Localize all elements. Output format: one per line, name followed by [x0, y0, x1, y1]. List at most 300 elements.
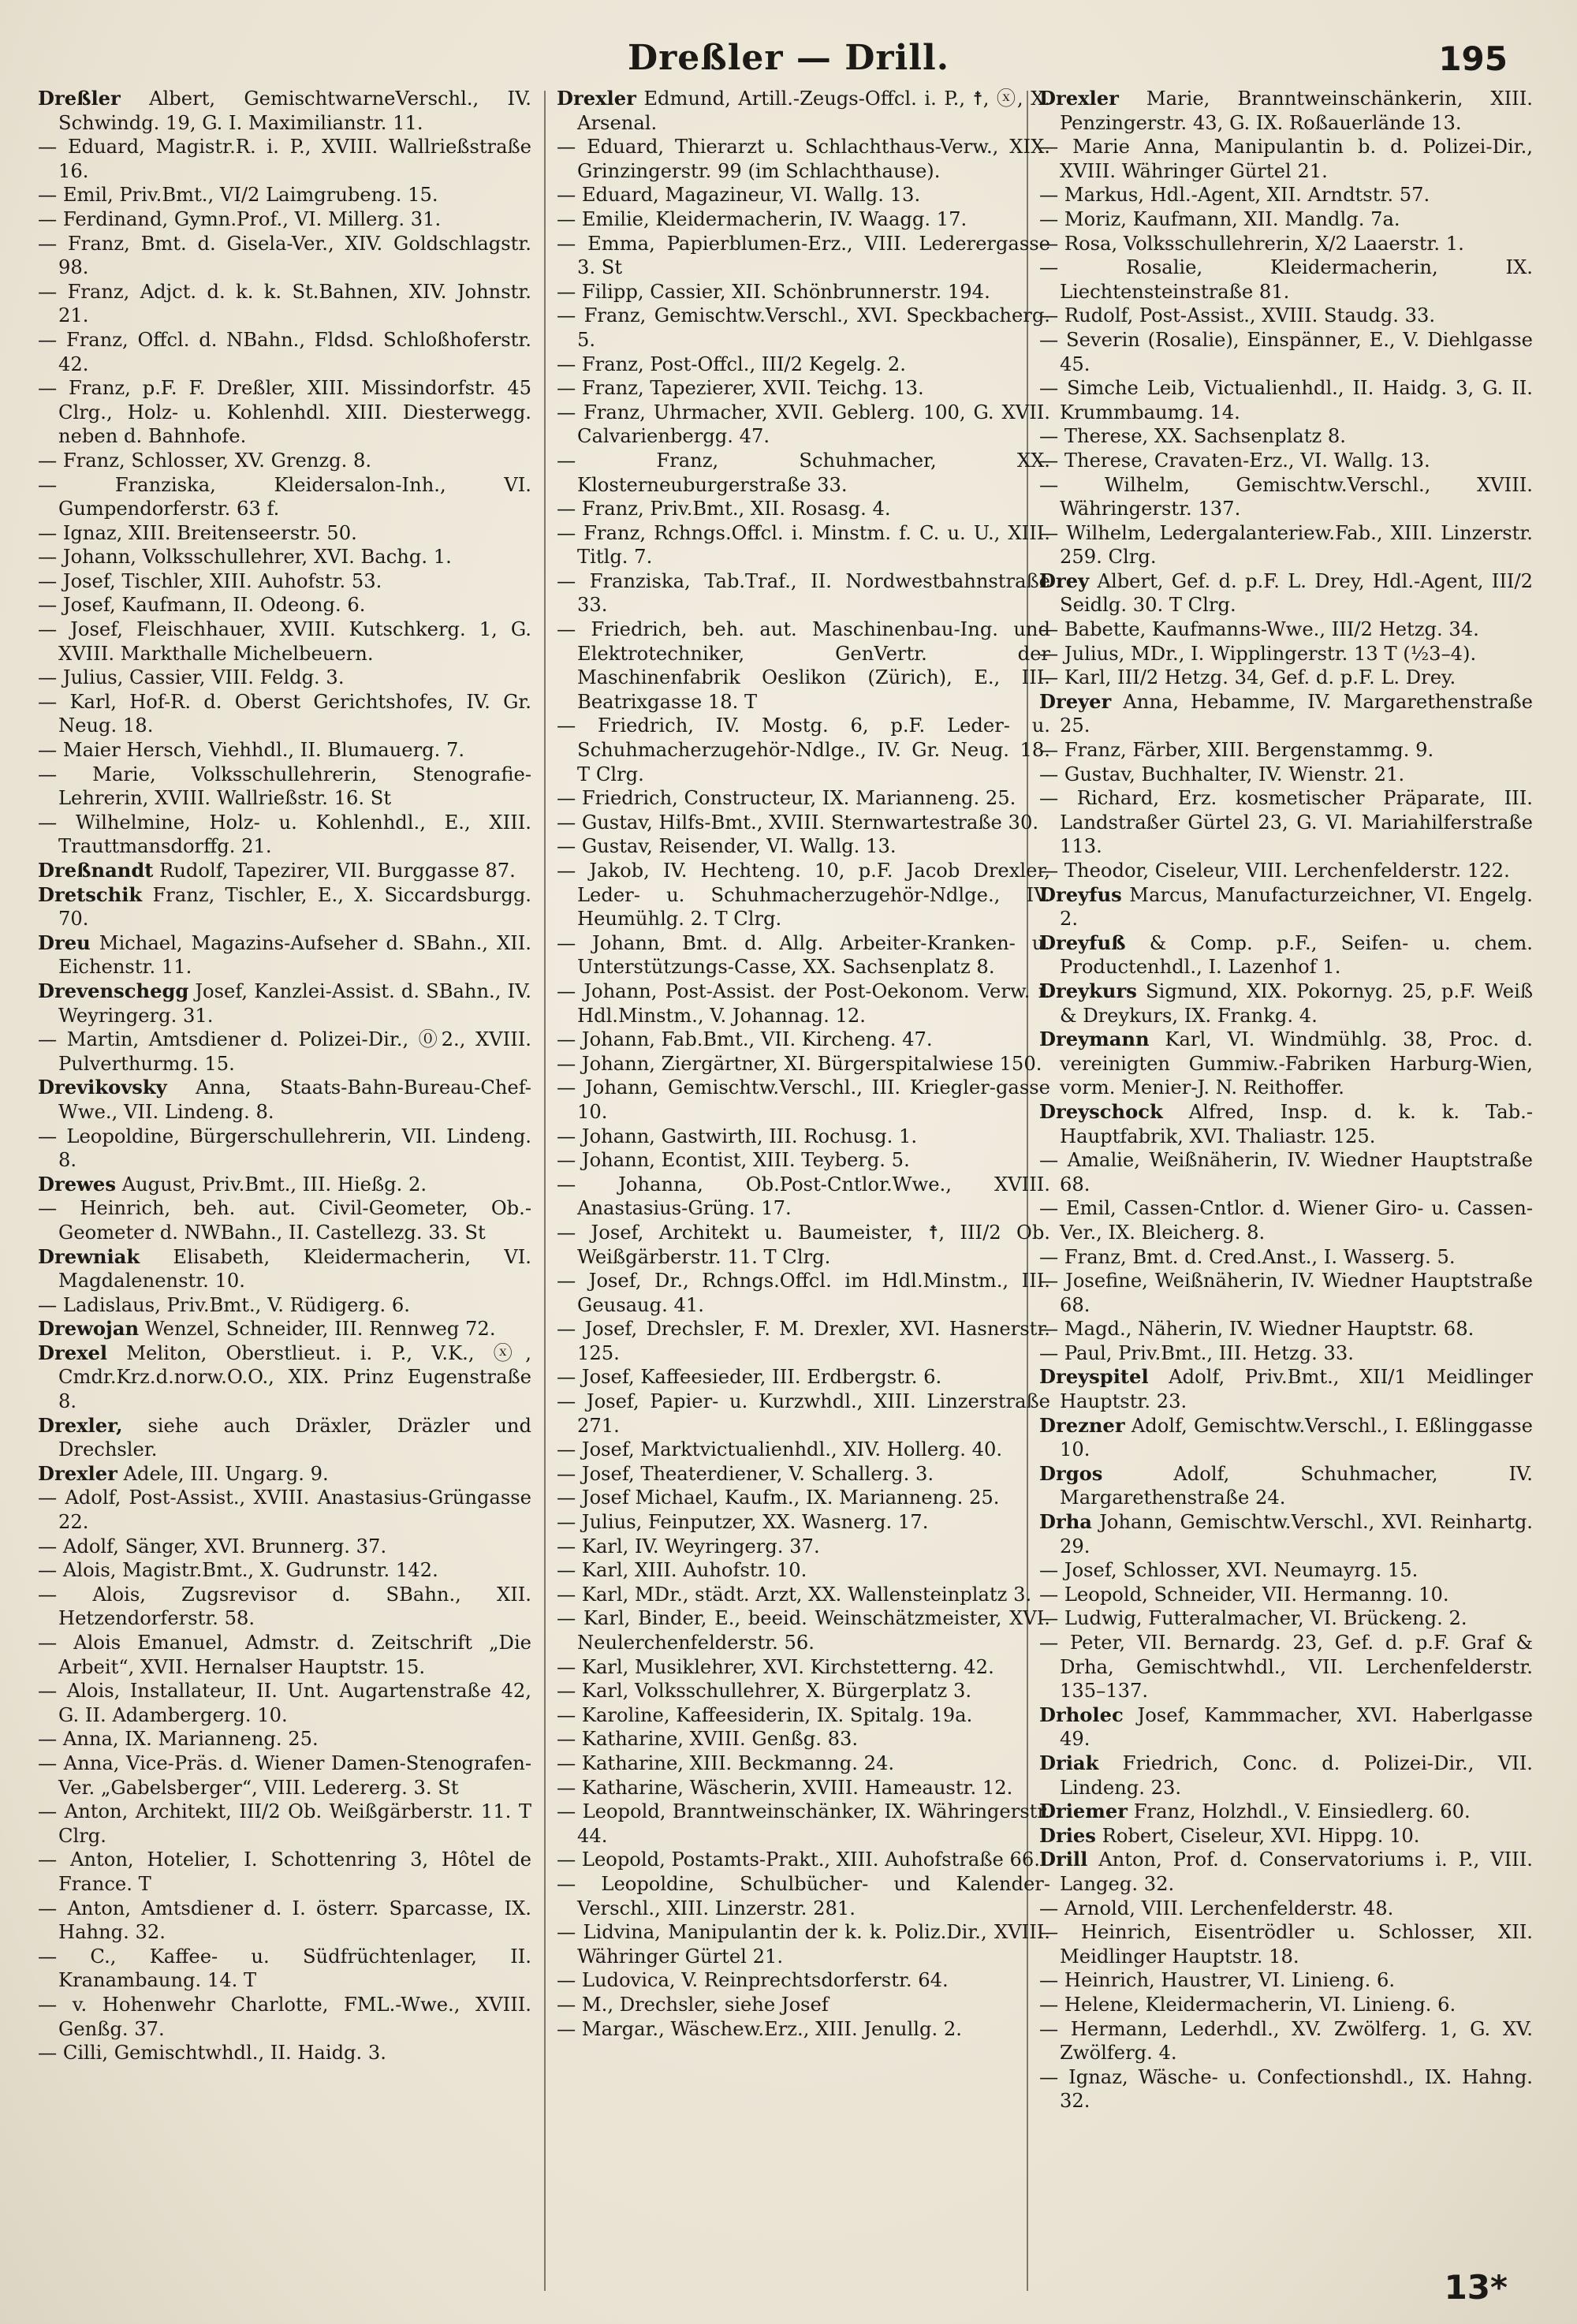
directory-entry: [1039, 1558, 1533, 1583]
directory-entry: [38, 811, 531, 859]
directory-entry: [557, 1317, 1050, 1365]
entry-text: — Karl, IV. Weyringerg. 37.: [557, 1535, 820, 1557]
entry-text: — Margar., Wäschew.Erz., XIII. Jenullg. 2.: [557, 2017, 962, 2040]
entry-text: — Josef, Dr., Rchngs.Offcl. im Hdl.Minstm., III. Geusaug. 41.: [557, 1270, 1050, 1316]
directory-entry: [557, 1438, 1050, 1462]
entry-headword: Dreyschock: [1039, 1099, 1163, 1123]
entry-text: — Ignaz, XIII. Breitenseerstr. 50.: [38, 521, 357, 544]
entry-text: — Martin, Amtsdiener d. Polizei-Dir., ⓪2., XVIII. Pulverthurmg. 15.: [38, 1028, 531, 1075]
directory-entry: [557, 1703, 1050, 1728]
directory-entry: [1039, 1365, 1533, 1413]
entry-text: Anton, Prof. d. Conservatoriums i. P., VIII. Langeg. 32.: [1060, 1848, 1533, 1895]
entry-text: — Marie Anna, Manipulantin b. d. Polizei-Dir., XVIII. Währinger Gürtel 21.: [1039, 136, 1533, 182]
directory-entry: [1039, 1703, 1533, 1751]
entry-text: — Karl, MDr., städt. Arzt, XX. Wallensteinplatz 3.: [557, 1583, 1032, 1606]
entry-text: — Cilli, Gemischtwhdl., II. Haidg. 3.: [38, 2042, 386, 2065]
directory-entry: [557, 714, 1050, 786]
entry-text: — Alois Emanuel, Admstr. d. Zeitschrift „Die Arbeit“, XVII. Hernalser Hauptstr. 15.: [38, 1632, 531, 1678]
entry-text: — Josef, Fleischhauer, XVIII. Kutschkerg. 1, G. XVIII. Markthalle Michelbeuern.: [38, 618, 531, 665]
directory-entry: [557, 207, 1050, 232]
directory-entry: [38, 545, 531, 569]
entry-text: Adolf, Schuhmacher, IV. Margarethenstraße 24.: [1060, 1462, 1533, 1509]
entry-headword: Drewojan: [38, 1317, 140, 1341]
entry-text: — Karl, Volksschullehrer, X. Bürgerplatz 3.: [557, 1680, 972, 1703]
entry-text: — Eduard, Magazineur, VI. Wallg. 13.: [557, 184, 921, 207]
entry-headword: Drevenschegg: [38, 979, 189, 1002]
entry-text: Marcus, Manufacturzeichner, VI. Engelg. 2.: [1060, 883, 1533, 931]
directory-entry: [1039, 473, 1533, 521]
entry-text: — Josef, Theaterdiener, V. Schallerg. 3.: [557, 1462, 934, 1485]
entry-headword: Dreymann: [1039, 1028, 1150, 1051]
entry-text: — Katharine, Wäscherin, XVIII. Hameaustr. 12.: [557, 1776, 1013, 1799]
entry-text: — Josef, Papier- u. Kurzwhdl., XIII. Linzerstraße 271.: [557, 1390, 1050, 1437]
directory-entry: [1039, 1824, 1533, 1848]
directory-entry: [557, 521, 1050, 569]
entry-text: — Karl, Musiklehrer, XVI. Kirchstetterng. 42.: [557, 1655, 994, 1678]
directory-entry: [557, 1727, 1050, 1751]
entry-text: Marie, Branntweinschänkerin, XIII. Penzingerstr. 43, G. IX. Roßauerlände 13.: [1060, 88, 1533, 134]
entry-headword: Drha: [1039, 1510, 1092, 1534]
entry-text: Alfred, Insp. d. k. k. Tab.-Hauptfabrik, XVI. Thaliastr. 125.: [1060, 1100, 1533, 1147]
directory-entry: [38, 1800, 531, 1848]
entry-text: — Franz, Färber, XIII. Bergenstammg. 9.: [1039, 739, 1434, 762]
entry-text: — Adolf, Post-Assist., XVIII. Anastasius-Grüngasse 22.: [38, 1487, 531, 1534]
directory-entry: [38, 738, 531, 763]
directory-entry: [1039, 1245, 1533, 1270]
entry-text: Josef, Kammmacher, XVI. Haberlgasse 49.: [1060, 1703, 1533, 1751]
directory-entry: [557, 1390, 1050, 1438]
entry-headword: Drexel: [38, 1341, 108, 1364]
directory-entry: [557, 1221, 1050, 1269]
directory-entry: [38, 1245, 531, 1293]
directory-entry: [38, 1727, 531, 1751]
entry-text: — Wilhelmine, Holz- u. Kohlenhdl., E., XIII. Trauttmansdorffg. 21.: [38, 811, 531, 858]
directory-entry: [557, 1800, 1050, 1848]
directory-entry: [1039, 1583, 1533, 1607]
entry-text: — Wilhelm, Gemischtw.Verschl., XVIII. Währingerstr. 137.: [1039, 473, 1533, 520]
directory-entry: [38, 1125, 531, 1173]
directory-entry: [557, 1848, 1050, 1872]
entry-headword: Dreyspitel: [1039, 1365, 1149, 1389]
entry-text: — Franz, Offcl. d. NBahn., Fldsd. Schloßhoferstr. 42.: [38, 328, 531, 375]
entry-text: — Katharine, XVIII. Genßg. 83.: [557, 1728, 859, 1751]
entry-text: — Anton, Amtsdiener d. I. österr. Sparcasse, IX. Hahng. 32.: [38, 1897, 531, 1944]
directory-entry: [38, 280, 531, 328]
entry-text: — Josefine, Weißnäherin, IV. Wiedner Hauptstraße 68.: [1039, 1270, 1533, 1316]
entry-text: Wenzel, Schneider, III. Rennweg 72.: [144, 1318, 496, 1341]
directory-entry: [557, 1776, 1050, 1800]
directory-entry: [557, 1052, 1050, 1076]
entry-text: — Rosalie, Kleidermacherin, IX. Liechtensteinstraße 81.: [1039, 256, 1533, 303]
entry-text: — Franz, Uhrmacher, XVII. Geblerg. 100, G. XVII. Calvarienbergg. 47.: [557, 401, 1050, 448]
entry-text: Josef, Kanzlei-Assist. d. SBahn., IV. Weyringerg. 31.: [58, 979, 531, 1027]
directory-entry: [557, 1558, 1050, 1583]
entry-headword: Drexler: [38, 1461, 117, 1485]
directory-entry: [1039, 449, 1533, 473]
directory-entry: [1039, 859, 1533, 883]
entry-text: — Eduard, Magistr.R. i. P., XVIII. Wallrießstraße 16.: [38, 136, 531, 182]
entry-text: — Josef Michael, Kaufm., IX. Marianneng. 25.: [557, 1487, 1000, 1509]
entry-text: — v. Hohenwehr Charlotte, FML.-Wwe., XVIII. Genßg. 37.: [38, 1993, 531, 2040]
directory-entry: [38, 376, 531, 449]
directory-entry: [1039, 1897, 1533, 1921]
directory-entry: [557, 87, 1050, 135]
column-divider: [544, 91, 546, 2291]
entry-text: Friedrich, Conc. d. Polizei-Dir., VII. Lindeng. 23.: [1060, 1751, 1533, 1799]
entry-text: — Ladislaus, Priv.Bmt., V. Rüdigerg. 6.: [38, 1293, 410, 1316]
entry-text: — Johann, Gemischtw.Verschl., III. Kriegler-gasse 10.: [557, 1076, 1050, 1123]
directory-entry: [557, 1269, 1050, 1317]
running-head: [0, 32, 1577, 87]
directory-entry: [557, 280, 1050, 304]
directory-entry: [38, 593, 531, 617]
entry-text: — Amalie, Weißnäherin, IV. Wiedner Hauptstraße 68.: [1039, 1149, 1533, 1196]
directory-entry: [38, 859, 531, 883]
entry-text: — Gustav, Hilfs-Bmt., XVIII. Sternwartestraße 30.: [557, 811, 1039, 834]
directory-entry: [1039, 1341, 1533, 1366]
entry-text: — Julius, Cassier, VIII. Feldg. 3.: [38, 666, 345, 689]
directory-entry: [557, 1462, 1050, 1487]
entry-text: — Hermann, Lederhdl., XV. Zwölferg. 1, G. XV. Zwölferg. 4.: [1039, 2017, 1533, 2065]
directory-entry: [38, 232, 531, 280]
directory-entry: [557, 1606, 1050, 1654]
directory-entry: [1039, 666, 1533, 690]
directory-entry: [1039, 1028, 1533, 1100]
directory-entry: [1039, 1196, 1533, 1244]
entry-text: — Leopold, Postamts-Prakt., XIII. Auhofstraße 66.: [557, 1848, 1040, 1871]
entry-headword: Driak: [1039, 1751, 1099, 1774]
entry-headword: Drey: [1039, 569, 1090, 592]
directory-entry: [1039, 256, 1533, 304]
directory-entry: [557, 1920, 1050, 1968]
entry-text: Edmund, Artill.-Zeugs-Offcl. i. P., ☨, ⓧ, X. Arsenal.: [577, 88, 1050, 134]
directory-entry: [38, 1028, 531, 1076]
entry-text: — Johanna, Ob.Post-Cntlor.Wwe., XVIII. Anastasius-Grüng. 17.: [557, 1173, 1050, 1220]
entry-text: — Paul, Priv.Bmt., III. Hetzg. 33.: [1039, 1341, 1354, 1364]
entry-text: — Ludovica, V. Reinprechtsdorferstr. 64.: [557, 1969, 949, 1992]
directory-entry: [38, 1897, 531, 1945]
entry-text: — Rosa, Volksschullehrerin, X/2 Laaerstr. 1.: [1039, 232, 1464, 255]
directory-entry: [1039, 87, 1533, 135]
entry-text: — Julius, MDr., I. Wipplingerstr. 13 T (½3–4).: [1039, 642, 1477, 665]
entry-headword: Dretschik: [38, 882, 143, 906]
entry-text: — Josef, Kaffeesieder, III. Erdbergstr. 6.: [557, 1366, 942, 1389]
entry-text: — Babette, Kaufmanns-Wwe., III/2 Hetzg. 34.: [1039, 618, 1479, 641]
entry-text: Johann, Gemischtw.Verschl., XVI. Reinhartg. 29.: [1060, 1511, 1533, 1557]
directory-entry: [38, 1583, 531, 1631]
entry-text: — Leopoldine, Bürgerschullehrerin, VII. Lindeng. 8.: [38, 1125, 531, 1172]
entry-headword: Drexler,: [38, 1413, 123, 1437]
directory-entry: [38, 1993, 531, 2041]
directory-entry: [1039, 763, 1533, 787]
directory-entry: [1039, 979, 1533, 1028]
entry-text: — Karl, Binder, E., beeid. Weinschätzmeister, XVI. Neulerchenfelderstr. 56.: [557, 1607, 1050, 1654]
directory-entry: [1039, 183, 1533, 207]
entry-headword: Drgos: [1039, 1461, 1103, 1485]
entry-headword: Drewniak: [38, 1244, 140, 1268]
directory-entry: [38, 1535, 531, 1559]
directory-entry: [1039, 1968, 1533, 1993]
page-title: Dreßler — Drill.: [627, 38, 950, 78]
directory-entry: [1039, 207, 1533, 232]
directory-entry: [38, 666, 531, 690]
entry-headword: Dreyer: [1039, 689, 1112, 713]
directory-column-right: [1039, 87, 1533, 2271]
directory-entry: [38, 1341, 531, 1414]
entry-text: — Adolf, Sänger, XVI. Brunnerg. 37.: [38, 1535, 387, 1557]
directory-entry: [557, 931, 1050, 979]
entry-text: Albert, Gef. d. p.F. L. Drey, Hdl.-Agent, III/2 Seidlg. 30. T Clrg.: [1060, 569, 1533, 617]
entry-text: Rudolf, Tapezirer, VII. Burggasse 87.: [159, 860, 516, 882]
entry-text: — Leopold, Branntweinschänker, IX. Währingerstr. 44.: [557, 1800, 1050, 1847]
entry-text: — Anton, Hotelier, I. Schottenring 3, Hôtel de France. T: [38, 1848, 531, 1895]
directory-entry: [38, 1076, 531, 1124]
directory-entry: [38, 617, 531, 666]
directory-entry: [557, 834, 1050, 859]
entry-headword: Dreßler: [38, 87, 121, 110]
entry-headword: Dreßnandt: [38, 859, 154, 882]
directory-entry: [1039, 521, 1533, 569]
entry-text: Robert, Ciseleur, XVI. Hippg. 10.: [1102, 1824, 1420, 1847]
entry-text: — Markus, Hdl.-Agent, XII. Arndtstr. 57.: [1039, 184, 1430, 207]
directory-entry: [1039, 1606, 1533, 1631]
entry-text: — Johann, Post-Assist. der Post-Oekonom. Verw. i. Hdl.Minstm., V. Johannag. 12.: [557, 979, 1050, 1027]
directory-entry: [38, 449, 531, 473]
entry-text: — Karl, III/2 Hetzg. 34, Gef. d. p.F. L. Drey.: [1039, 666, 1456, 689]
entry-headword: Dreyfus: [1039, 882, 1122, 906]
entry-text: — Emil, Cassen-Cntlor. d. Wiener Giro- u. Cassen-Ver., IX. Bleicherg. 8.: [1039, 1197, 1533, 1244]
entry-text: Sigmund, XIX. Pokornyg. 25, p.F. Weiß & Dreykurs, IX. Frankg. 4.: [1060, 979, 1533, 1027]
directory-entry: [38, 135, 531, 183]
entry-text: — Filipp, Cassier, XII. Schönbrunnerstr. 194.: [557, 280, 990, 303]
entry-text: Anna, Staats-Bahn-Bureau-Chef-Wwe., VII. Lindeng. 8.: [58, 1076, 531, 1123]
entry-text: siehe auch Dräxler, Dräzler und Drechsler.: [58, 1414, 531, 1461]
directory-entry: [557, 376, 1050, 401]
entry-text: Michael, Magazins-Aufseher d. SBahn., XII. Eichenstr. 11.: [58, 931, 531, 979]
entry-text: — Franz, p.F. F. Dreßler, XIII. Missindorfstr. 45 Clrg., Holz- u. Kohlenhdl. XIII. Diesterwegg. neben d. Bahnhofe.: [38, 377, 531, 448]
directory-entry: [557, 497, 1050, 521]
directory-entry: [38, 1293, 531, 1318]
entry-text: — Gustav, Reisender, VI. Wallg. 13.: [557, 835, 897, 858]
directory-entry: [1039, 1993, 1533, 2017]
entry-headword: Drill: [1039, 1848, 1088, 1871]
entry-text: — Ferdinand, Gymn.Prof., VI. Millerg. 31.: [38, 207, 442, 230]
entry-text: — Alois, Installateur, II. Unt. Augartenstraße 42, G. II. Adambergerg. 10.: [38, 1680, 531, 1726]
entry-text: — Franz, Schlosser, XV. Grenzg. 8.: [38, 449, 372, 472]
directory-entry: [557, 859, 1050, 931]
entry-text: — Moriz, Kaufmann, XII. Mandlg. 7a.: [1039, 207, 1400, 230]
entry-text: — Josef, Drechsler, F. M. Drexler, XVI. Hasnerstr. 125.: [557, 1318, 1050, 1364]
directory-entry: [38, 1317, 531, 1341]
directory-entry: [1039, 1317, 1533, 1341]
directory-entry: [557, 1510, 1050, 1535]
directory-entry: [38, 521, 531, 546]
entry-text: — Helene, Kleidermacherin, VI. Linieng. 6.: [1039, 1993, 1456, 2016]
directory-entry: [557, 1486, 1050, 1510]
directory-entry: [1039, 1751, 1533, 1800]
directory-entry: [557, 1125, 1050, 1149]
entry-text: — Rudolf, Post-Assist., XVIII. Staudg. 33.: [1039, 304, 1436, 327]
directory-entry: [557, 449, 1050, 497]
directory-entry: [1039, 931, 1533, 979]
entry-headword: Drevikovsky: [38, 1076, 167, 1099]
directory-entry: [557, 979, 1050, 1028]
entry-headword: Dries: [1039, 1823, 1096, 1847]
directory-entry: [38, 207, 531, 232]
entry-headword: Dreyfuß: [1039, 931, 1126, 954]
directory-entry: [38, 1486, 531, 1534]
entry-text: Adolf, Priv.Bmt., XII/1 Meidlinger Hauptstr. 23.: [1060, 1366, 1533, 1413]
directory-entry: [38, 1196, 531, 1244]
directory-entry: [557, 1076, 1050, 1124]
entry-text: — Julius, Feinputzer, XX. Wasnerg. 17.: [557, 1511, 929, 1534]
directory-entry: [38, 1945, 531, 1993]
directory-entry: [1039, 2065, 1533, 2113]
directory-entry: [557, 786, 1050, 811]
directory-entry: [557, 135, 1050, 183]
directory-column-middle: [557, 87, 1050, 2271]
entry-text: — Josef, Kaufmann, II. Odeong. 6.: [38, 594, 366, 617]
entry-text: — Jakob, IV. Hechteng. 10, p.F. Jacob Drexler, Leder- u. Schuhmacherzugehör-Ndlge., IV. Heumühlg. 2. T Clrg.: [557, 860, 1050, 931]
directory-entry: [1039, 424, 1533, 449]
entry-text: Franz, Holzhdl., V. Einsiedlerg. 60.: [1133, 1800, 1471, 1823]
directory-entry: [38, 883, 531, 931]
directory-entry: [557, 1583, 1050, 1607]
entry-text: — Arnold, VIII. Lerchenfelderstr. 48.: [1039, 1897, 1394, 1919]
directory-entry: [1039, 1631, 1533, 1703]
entry-text: — C., Kaffee- u. Südfrüchtenlager, II. Kranambaung. 14. T: [38, 1945, 531, 1992]
entry-text: — Karl, Hof-R. d. Oberst Gerichtshofes, IV. Gr. Neug. 18.: [38, 690, 531, 737]
entry-text: — Johann, Bmt. d. Allg. Arbeiter-Kranken- u. Unterstützungs-Casse, XX. Sachsenplatz 8.: [557, 931, 1050, 979]
entry-text: — Emma, Papierblumen-Erz., VIII. Lederergasse 3. St: [557, 232, 1050, 279]
directory-entry: [557, 1365, 1050, 1390]
directory-entry: [38, 183, 531, 207]
directory-entry: [557, 2017, 1050, 2042]
entry-text: Adele, III. Ungarg. 9.: [123, 1462, 329, 1485]
directory-entry: [1039, 1920, 1533, 1968]
entry-text: — Heinrich, Haustrer, VI. Linieng. 6.: [1039, 1969, 1396, 1992]
directory-entry: [1039, 328, 1533, 376]
entry-text: — Leopold, Schneider, VII. Hermanng. 10.: [1039, 1583, 1449, 1606]
directory-entry: [1039, 883, 1533, 931]
entry-text: — Friedrich, Constructeur, IX. Marianneng. 25.: [557, 787, 1016, 810]
directory-entry: [1039, 1510, 1533, 1558]
directory-entry: [1039, 135, 1533, 183]
entry-text: — Alois, Zugsrevisor d. SBahn., XII. Hetzendorferstr. 58.: [38, 1583, 531, 1630]
entry-text: Karl, VI. Windmühlg. 38, Proc. d. vereinigten Gummiw.-Fabriken Harburg-Wien, vorm. Menier-J. N. Reithoffer.: [1060, 1028, 1533, 1099]
entry-text: — Franz, Priv.Bmt., XII. Rosasg. 4.: [557, 498, 891, 520]
entry-text: — Marie, Volksschullehrerin, Stenografie-Lehrerin, XVIII. Wallrießstr. 16. St: [38, 763, 531, 810]
directory-entry: [1039, 1100, 1533, 1148]
entry-text: — Josef, Marktvictualienhdl., XIV. Hollerg. 40.: [557, 1438, 1003, 1461]
directory-entry: [38, 1679, 531, 1727]
directory-entry: [1039, 2017, 1533, 2065]
entry-text: — Johann, Econtist, XIII. Teyberg. 5.: [557, 1149, 910, 1172]
entry-text: — Ignaz, Wäsche- u. Confectionshdl., IX. Hahng. 32.: [1039, 2065, 1533, 2113]
entry-text: — Katharine, XIII. Beckmanng. 24.: [557, 1751, 895, 1774]
entry-text: — Leopoldine, Schulbücher- und Kalender-Verschl., XIII. Linzerstr. 281.: [557, 1872, 1050, 1919]
directory-entry: [1039, 1800, 1533, 1824]
entry-text: — Therese, XX. Sachsenplatz 8.: [1039, 425, 1346, 448]
entry-headword: Dreu: [38, 931, 91, 954]
directory-entry: [1039, 232, 1533, 256]
entry-headword: Drexler: [1039, 87, 1119, 110]
entry-text: — Karoline, Kaffeesiderin, IX. Spitalg. 19a.: [557, 1703, 973, 1726]
entry-text: — Simche Leib, Victualienhdl., II. Haidg. 3, G. II. Krummbaumg. 14.: [1039, 377, 1533, 423]
directory-entry: [557, 1872, 1050, 1920]
directory-entry: [557, 1173, 1050, 1221]
directory-entry: [38, 1848, 531, 1896]
entry-text: — Severin (Rosalie), Einspänner, E., V. Diehlgasse 45.: [1039, 328, 1533, 375]
entry-text: — Johann, Gastwirth, III. Rochusg. 1.: [557, 1125, 918, 1147]
entry-text: Anna, Hebamme, IV. Margarethenstraße 25.: [1060, 690, 1533, 737]
entry-headword: Drexler: [557, 87, 636, 110]
entry-text: — Franz, Tapezierer, XVII. Teichg. 13.: [557, 377, 924, 400]
entry-headword: Dreykurs: [1039, 979, 1137, 1002]
directory-entry: [38, 1173, 531, 1197]
directory-entry: [557, 569, 1050, 617]
directory-entry: [557, 811, 1050, 835]
directory-entry: [38, 473, 531, 521]
directory-entry: [38, 1414, 531, 1462]
signature-mark: 13*: [1444, 2268, 1508, 2307]
entry-headword: Driemer: [1039, 1800, 1128, 1823]
entry-text: — M., Drechsler, siehe Josef: [557, 1993, 829, 2016]
directory-entry: [557, 1028, 1050, 1052]
directory-entry: [1039, 569, 1533, 617]
entry-text: Franz, Tischler, E., X. Siccardsburgg. 70.: [58, 883, 531, 931]
entry-text: — Therese, Cravaten-Erz., VI. Wallg. 13.: [1039, 449, 1430, 472]
entry-text: — Peter, VII. Bernardg. 23, Gef. d. p.F. Graf & Drha, Gemischtwhdl., VII. Lerchenfelderstr. 135–137.: [1039, 1632, 1533, 1703]
entry-text: — Lidvina, Manipulantin der k. k. Poliz.Dir., XVIII. Währinger Gürtel 21.: [557, 1921, 1050, 1968]
directory-entry: [557, 1679, 1050, 1703]
directory-entry: [557, 183, 1050, 207]
entry-text: — Friedrich, beh. aut. Maschinenbau-Ing. und Elektrotechniker, GenVertr. der Maschinenfabrik Oeslikon (Zürich), E., III. Beatrixgasse 18. T: [557, 618, 1050, 713]
entry-text: — Theodor, Ciseleur, VIII. Lerchenfelderstr. 122.: [1039, 860, 1510, 882]
entry-text: — Franz, Bmt. d. Cred.Anst., I. Wasserg. 5.: [1039, 1245, 1456, 1268]
directory-entry: [1039, 1148, 1533, 1196]
entry-text: — Johann, Volksschullehrer, XVI. Bachg. 1.: [38, 546, 452, 569]
entry-text: — Anton, Architekt, III/2 Ob. Weißgärberstr. 11. T Clrg.: [38, 1800, 531, 1847]
directory-entry: [557, 617, 1050, 714]
entry-text: — Emilie, Kleidermacherin, IV. Waagg. 17.: [557, 207, 967, 230]
directory-entry: [1039, 786, 1533, 859]
entry-text: — Franziska, Kleidersalon-Inh., VI. Gumpendorferstr. 63 f.: [38, 473, 531, 520]
directory-entry: [38, 1751, 531, 1800]
directory-entry: [1039, 304, 1533, 328]
entry-text: — Maier Hersch, Viehhdl., II. Blumauerg. 7.: [38, 739, 465, 762]
entry-text: — Ludwig, Futteralmacher, VI. Brückeng. 2.: [1039, 1607, 1467, 1630]
entry-text: — Alois, Magistr.Bmt., X. Gudrunstr. 142.: [38, 1559, 438, 1582]
directory-entry: [1039, 690, 1533, 738]
directory-entry: [38, 1631, 531, 1679]
directory-entry: [1039, 376, 1533, 424]
directory-entry: [1039, 1414, 1533, 1462]
entry-text: — Anna, Vice-Präs. d. Wiener Damen-Stenografen-Ver. „Gabelsberger“, VIII. Ledererg. 3. St: [38, 1751, 531, 1799]
entry-text: — Friedrich, IV. Mostg. 6, p.F. Leder- u. Schuhmacherzugehör-Ndlge., IV. Gr. Neug. 18. T Clrg.: [557, 714, 1050, 785]
entry-text: — Franz, Adjct. d. k. k. St.Bahnen, XIV. Johnstr. 21.: [38, 280, 531, 327]
directory-entry: [38, 2041, 531, 2065]
entry-text: Adolf, Gemischtw.Verschl., I. Eßlinggasse 10.: [1060, 1414, 1533, 1461]
entry-text: Meliton, Oberstlieut. i. P., V.K., ⓧ, Cmdr.Krz.d.norw.O.O., XIX. Prinz Eugenstraße 8.: [58, 1341, 531, 1413]
directory-entry: [1039, 617, 1533, 642]
directory-entry: [38, 87, 531, 135]
directory-entry: [38, 979, 531, 1028]
directory-entry: [557, 1993, 1050, 2017]
directory-entry: [38, 690, 531, 738]
entry-text: — Magd., Näherin, IV. Wiedner Hauptstr. 68.: [1039, 1318, 1474, 1341]
entry-text: — Heinrich, beh. aut. Civil-Geometer, Ob.-Geometer d. NWBahn., II. Castellezg. 33. St: [38, 1197, 531, 1244]
